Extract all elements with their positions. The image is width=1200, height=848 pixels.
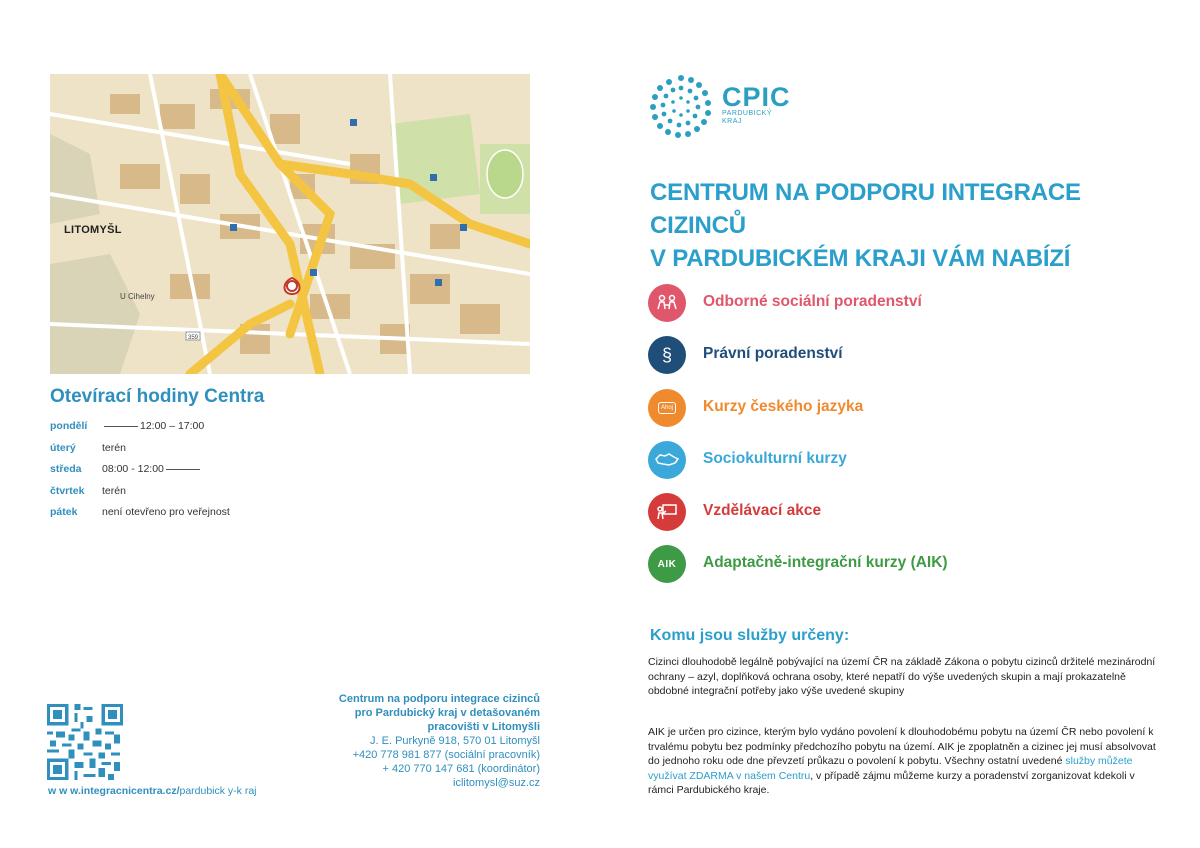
aik-info-part: AIK je určen pro cizince, kterým bylo vydáno povolení k dlouhodobému pobytu na území ČR nebo povolení k trvalému pobytu bez podmínky předchozího pobytu na území. AIK je zpoplatněn a cizinec jej musí absolvovat do jednoho roku ode dne převzetí průkazu o povolení k pobytu. Všechny ostatní uvedené xyxy=(648,726,1156,767)
hours-day: čtvrtek xyxy=(50,485,85,497)
contact-address xyxy=(300,692,540,790)
hours-day: pondělí xyxy=(50,420,88,432)
address-street: J. E. Purkyně 918, 570 01 Litomyšl xyxy=(370,735,540,747)
logo-subtitle: KRAJ xyxy=(722,118,742,125)
service-item-aik xyxy=(648,545,1168,583)
speech-bubble-text: Ahoj xyxy=(658,402,676,414)
location-pin-icon xyxy=(285,278,300,294)
headline-line: V PARDUBICKÉM KRAJI VÁM NABÍZÍ xyxy=(650,245,1071,272)
hours-value: terén xyxy=(102,442,126,454)
service-item-legal xyxy=(648,336,1168,374)
service-label: Právní poradenství xyxy=(703,345,843,362)
opening-hours-title: Otevírací hodiny Centra xyxy=(50,386,265,407)
service-label: Vzdělávací akce xyxy=(703,502,822,519)
phone-coordinator[interactable]: + 420 770 147 681 (koordinátor) xyxy=(382,763,540,775)
czech-map-icon xyxy=(648,441,686,479)
aik-badge-icon: AIK xyxy=(648,545,686,583)
cpic-logo-icon xyxy=(648,74,714,140)
service-label: Odborné sociální poradenství xyxy=(703,293,922,310)
hours-day: úterý xyxy=(50,442,76,454)
hours-value xyxy=(102,420,204,432)
logo-subtitle: PARDUBICKÝ xyxy=(722,110,772,117)
page-headline xyxy=(650,176,1170,275)
aik-info-text xyxy=(648,725,1156,798)
dash-line xyxy=(166,469,200,470)
hours-value xyxy=(102,463,202,475)
aik-info-highlight: služby můžete využívat ZDARMA v našem Centru xyxy=(648,755,1133,782)
address-line: pro Pardubický kraj v detašovaném xyxy=(354,707,540,719)
dash-line xyxy=(104,426,138,427)
hours-value: terén xyxy=(102,485,126,497)
map-city-label: LITOMYŠL xyxy=(64,224,122,236)
hours-day: pátek xyxy=(50,506,78,518)
hours-value-text: 12:00 – 17:00 xyxy=(140,420,205,432)
qr-code[interactable] xyxy=(46,704,124,780)
aik-info-part: , v případě zájmu můžeme kurzy a poradenství zorganizovat kdekoli v rámci Pardubického kraje. xyxy=(648,769,1135,796)
address-line: pracovišti v Litomyšli xyxy=(427,721,540,733)
location-map[interactable] xyxy=(50,74,530,374)
target-group-text: Cizinci dlouhodobě legálně pobývající na území ČR na základě Zákona o pobytu cizinců držitelé mezinárodní ochrany – azyl, doplňková ochrana osoby, které nepatří do výše uvedených skupin a mají prokazatelně obdobné integrační potřeby jako výše uvedené skupiny xyxy=(648,656,1156,697)
headline-line: CENTRUM NA PODPORU INTEGRACE CIZINCŮ xyxy=(650,179,1081,239)
logo-text xyxy=(722,84,791,126)
presentation-icon xyxy=(648,493,686,531)
service-item-sociocultural xyxy=(648,441,1168,479)
hours-day: středa xyxy=(50,463,82,475)
hours-value-text: 08:00 - 12:00 xyxy=(102,463,164,475)
target-group-title: Komu jsou služby určeny: xyxy=(650,627,850,644)
website-link[interactable] xyxy=(48,785,257,797)
service-label: Sociokulturní kurzy xyxy=(703,450,847,467)
website-link-rest: pardubick y-k raj xyxy=(179,785,257,797)
service-item-czech-courses xyxy=(648,389,1168,427)
road-number: 359 xyxy=(188,335,199,341)
speech-bubble-icon xyxy=(648,389,686,427)
map-street-label: U Cihelny xyxy=(120,292,155,301)
service-item-education xyxy=(648,493,1168,531)
paragraph-icon: § xyxy=(648,336,686,374)
email-link[interactable]: iclitomysl@suz.cz xyxy=(453,777,540,789)
phone-social-worker[interactable]: +420 778 981 877 (sociální pracovník) xyxy=(352,749,540,761)
address-line: Centrum na podporu integrace cizinců xyxy=(338,693,540,705)
service-label: Adaptačně-integrační kurzy (AIK) xyxy=(703,554,948,571)
people-talking-icon xyxy=(648,284,686,322)
service-item-social-counseling xyxy=(648,284,1168,322)
service-label: Kurzy českého jazyka xyxy=(703,398,864,415)
website-link-main: w w w.integracnicentra.cz/ xyxy=(48,785,180,797)
map-graphic xyxy=(50,74,530,374)
hours-value: není otevřeno pro veřejnost xyxy=(102,506,230,518)
logo-name: CPIC xyxy=(722,82,791,112)
